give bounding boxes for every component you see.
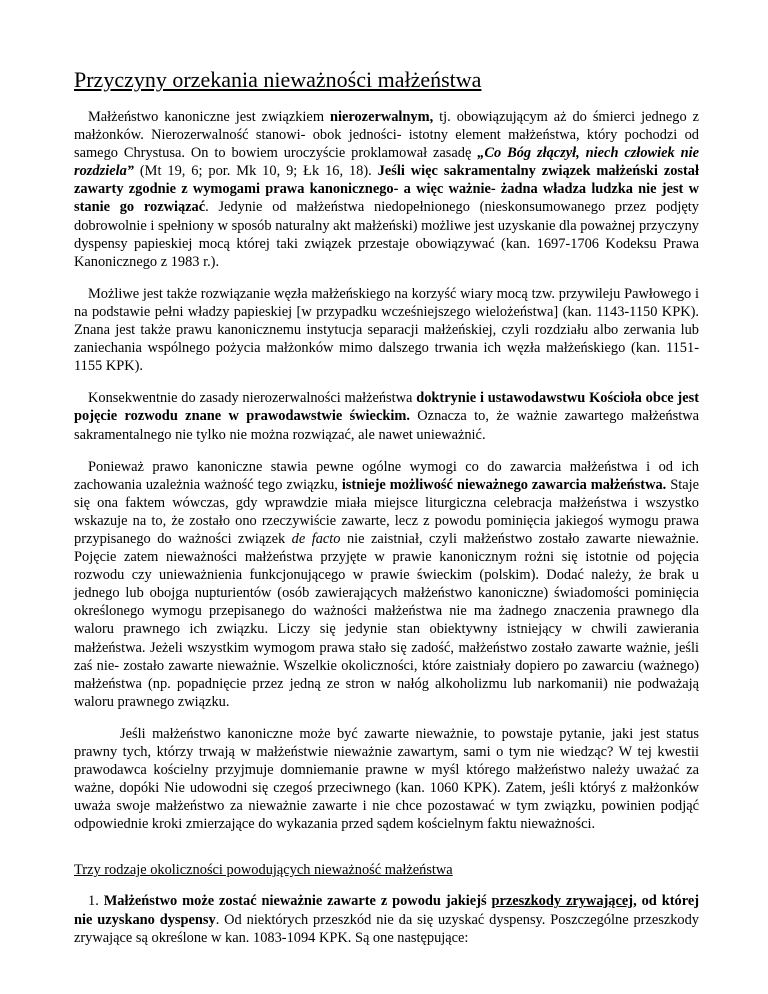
bold-text: istnieje możliwość nieważnego zawarcia małżeństwa. xyxy=(341,476,667,493)
text: Oznacza to, że ważnie zawartego małżeństwa sakramentalnego nie tylko nie można rozwiązać, ale nawet unieważnić. xyxy=(74,408,699,443)
text: . Jedynie od małżeństwa niedopełnionego (nieskonsumowanego przez podjęty dobrowolnie i spełniony w sposób naturalny akt małżeński) możliwe jest uzyskanie dla poważnej przyczyny dyspensy papieskiej mocą której taki związek przestaje obowiązywać (kan. 1697-1706 Kodeksu Prawa Kanonicznego z 1983 r.). xyxy=(74,199,699,270)
section-subtitle: Trzy rodzaje okoliczności powodujących nieważność małżeństwa xyxy=(74,862,453,879)
text: tj. obowiązującym aż do śmierci jednego z małżonków. Nierozerwalność stanowi- obok jedności- istotny element małżeństwa, który pochodzi od samego Chrystusa. On to bowiem uroczyście proklamował zasadę xyxy=(74,109,700,162)
bold-text: Jeśli więc sakramentalny związek małżeński został zawarty zgodnie z wymogami prawa kanonicznego- a więc ważnie- żadna władza ludzka nie jest w stanie go rozwiązać xyxy=(74,163,699,216)
text: Staje się ona faktem wówczas, gdy wprawdzie miała miejsce liturgiczna celebracja małżeństwa i wszystko wskazuje na to, że zostało ono rzeczywiście zawarte, lecz z powodu pominięcia jakiegoś wymogu prawa przypisanego do ważności związek xyxy=(74,476,700,547)
italic-text: de facto xyxy=(291,530,341,547)
paragraph-1 xyxy=(74,108,699,271)
paragraph-6 xyxy=(74,892,699,946)
paragraph-2: Możliwe jest także rozwiązanie węzła małżeńskiego na korzyść wiary mocą tzw. przywileju Pawłowego i na podstawie pełni władzy papieskiej [w przypadku wcześniejszego wielożeństwa] (kan. 1143-1150 KPK). Znana jest także prawu kanonicznemu instytucja separacji małżeńskiej, czyli rozdziału albo zerwania lub zaniechania wspólnego pożycia małżonków mimo dalszego trwania ich węzła małżeńskiego (kan. 1151- 1155 KPK). xyxy=(74,285,699,375)
text: Konsekwentnie do zasady nierozerwalności małżeństwa xyxy=(88,390,417,407)
bold-text: nierozerwalnym, xyxy=(329,109,434,125)
bold-underlined-text: przeszkody zrywającej xyxy=(491,893,634,910)
text: 1. xyxy=(88,893,104,910)
bold-text: Małżeństwo może zostać nieważnie zawarte z powodu jakiejś xyxy=(103,893,492,910)
paragraph-5: Jeśli małżeństwo kanoniczne może być zawarte nieważnie, to powstaje pytanie, jaki jest status prawny tych, którzy trwają w małżeństwie nieważnie zawartym, sami o tym nie wiedząc? W tej kwestii prawodawca kościelny przyjmuje domniemanie prawne w myśl którego małżeństwo należy uważać za ważne, dopóki Nie udowodni się czegoś przeciwnego (kan. 1060 KPK). Zatem, jeśli któryś z małżonków uważa swoje małżeństwo za nieważnie zawarte i nie chce pozostawać w tym związku, powinien podjąć odpowiednie kroki zmierzające do wykazania przed sądem kościelnym faktu nieważności. xyxy=(74,725,699,833)
text: (Mt 19, 6; por. Mk 10, 9; Łk 16, 18). xyxy=(133,163,378,180)
document-page xyxy=(74,66,699,961)
text: Małżeństwo kanoniczne jest związkiem xyxy=(88,109,330,125)
text: . Od niektórych przeszkód nie da się uzyskać dyspensy. Poszczególne przeszkody zrywające są określone w kan. 1083-1094 KPK. Są one następujące: xyxy=(74,911,699,946)
bold-text: doktrynie i ustawodawstwu Kościoła obce jest pojęcie rozwodu znane w prawodawstwie świeckim. xyxy=(74,390,699,425)
page-title: Przyczyny orzekania nieważności małżeństwa xyxy=(74,67,482,92)
paragraph-4 xyxy=(74,458,699,711)
text: Ponieważ prawo kanoniczne stawia pewne ogólne wymogi co do zawarcia małżeństwa i od ich zachowania uzależnia ważność tego związku, xyxy=(74,458,699,493)
quote-text: „Co Bóg złączył, niech człowiek nie rozdziela” xyxy=(74,145,699,180)
bold-text: , od której nie uzyskano dyspensy xyxy=(74,893,699,928)
paragraph-3 xyxy=(74,389,699,443)
text: nie zaistniał, czyli małżeństwo zostało zawarte nieważnie. Pojęcie zatem nieważności małżeństwa przyjęte w prawie kanonicznym rożni się istotnie od pojęcia rozwodu czy unieważnienia funkcjonującego w prawie świeckim (polskim). Dodać należy, że brak u jednego lub obojga nupturientów (osób zawierających małżeństwo kanoniczne) świadomości pominięcia określonego wymogu przepisanego do ważności małżeństwa nie ma żadnego znaczenia prawnego dla waloru prawnego ich związku. Liczy się jedynie stan obiektywny istniejący w chwili zawierania małżeństwa. Jeżeli wszystkim wymogom prawa stało się zadość, małżeństwo zostało zawarte ważnie, jeśli zaś nie- zostało zawarte nieważnie. Wszelkie okoliczności, które zaistniały dopiero po zawarciu (ważnego) małżeństwa (np. popadnięcie przez jedną ze stron w nałóg alkoholizmu lub narkomanii) nie podważają waloru prawnego związku. xyxy=(74,530,699,710)
